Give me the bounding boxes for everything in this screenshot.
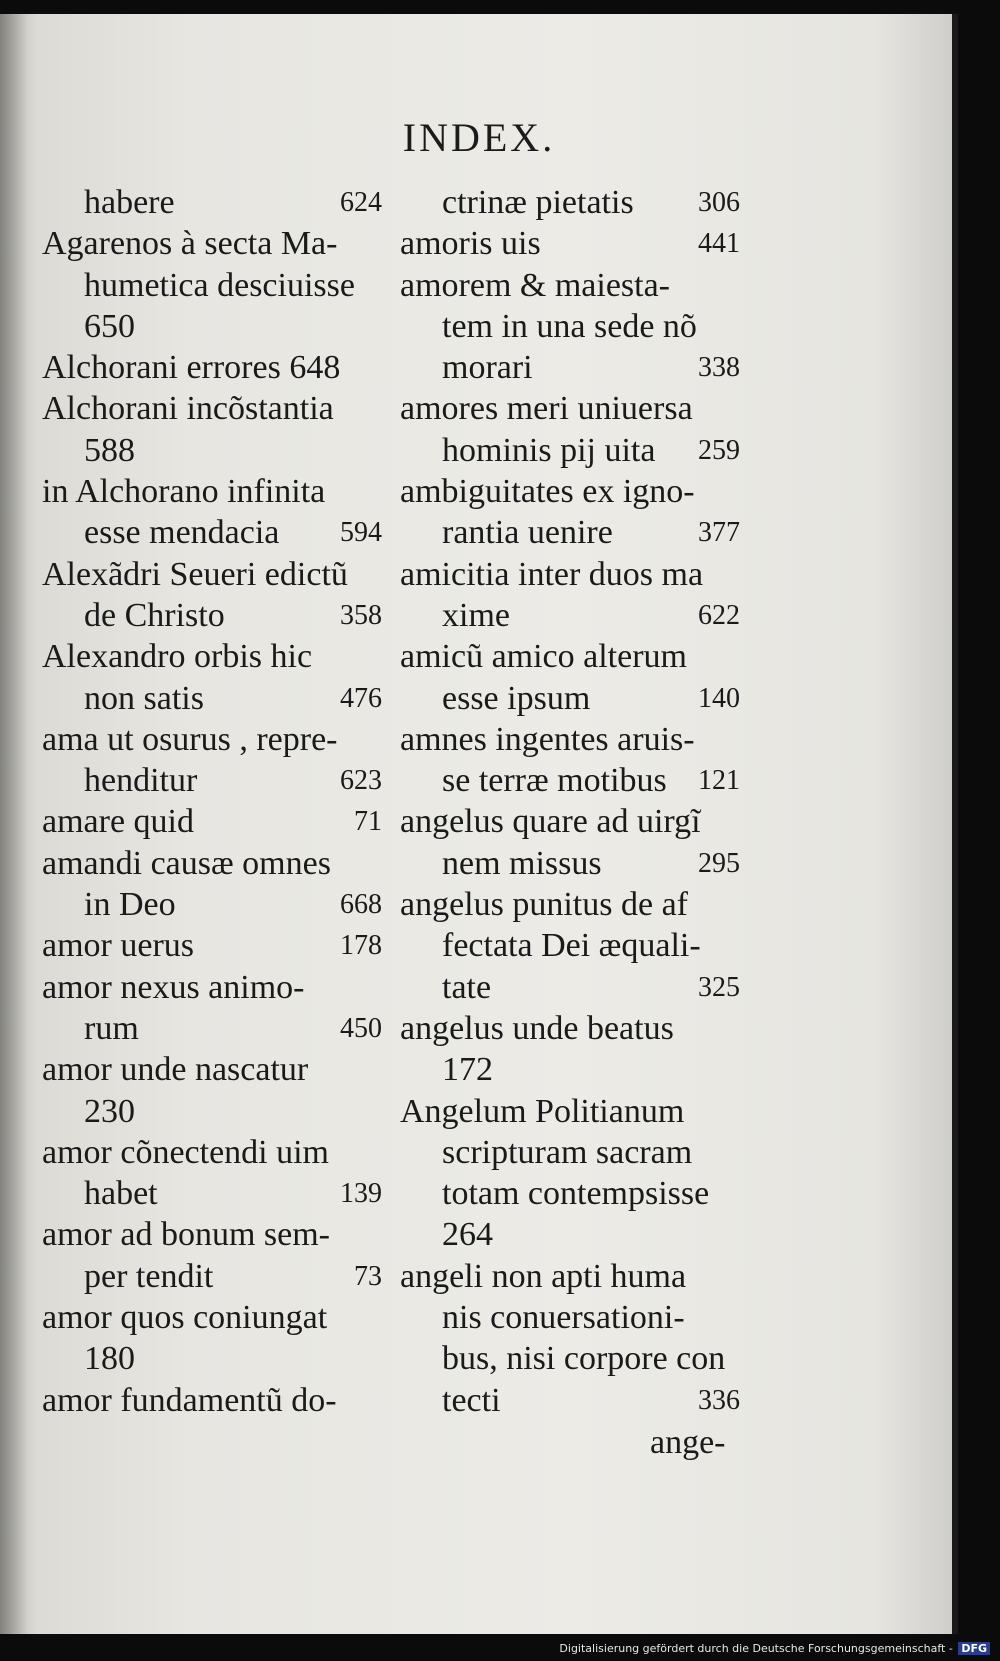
index-entry <box>42 265 382 306</box>
index-entry <box>42 306 382 347</box>
index-entry-page: 623 <box>340 765 382 797</box>
index-entry-text: angelus quare ad uirgĩ <box>400 803 701 841</box>
index-entry <box>42 388 382 429</box>
index-entry-text: per tendit <box>84 1257 214 1295</box>
index-entry-text: nis conuersationi- <box>442 1299 685 1337</box>
index-entry <box>42 1132 382 1173</box>
index-entry-text: rantia uenire <box>442 514 613 552</box>
index-entry <box>400 1132 740 1173</box>
index-entry <box>42 1008 382 1049</box>
index-entry <box>42 554 382 595</box>
index-entry-text: amor quos coniungat <box>42 1299 328 1337</box>
index-entry <box>42 1297 382 1338</box>
index-entry <box>42 678 382 719</box>
index-entry-page: 121 <box>698 765 740 797</box>
index-entry-page: 73 <box>354 1260 382 1292</box>
index-entry-text: habet <box>84 1175 158 1213</box>
spine-shadow <box>0 14 28 1634</box>
index-entry-page: 336 <box>698 1384 740 1416</box>
index-entry-text: amor unde nascatur <box>42 1051 309 1089</box>
index-entry-text: ctrinæ pietatis <box>442 184 634 221</box>
index-entry-text: 180 <box>84 1340 135 1378</box>
index-entry-page: 450 <box>340 1012 382 1044</box>
index-entry <box>42 925 382 966</box>
index-entry-text: fectata Dei æquali- <box>442 927 701 965</box>
index-entry-text: in Alchorano infinita <box>42 473 326 511</box>
footer-text: Digitalisierung gefördert durch die Deutsche Forschungsgemeinschaft - <box>559 1642 953 1655</box>
index-entry-text: 230 <box>84 1092 135 1130</box>
index-entry-text: totam contempsisse <box>442 1175 710 1213</box>
index-entry <box>400 884 740 925</box>
index-entry <box>42 1049 382 1090</box>
index-entry-text: tem in una sede nõ <box>442 307 697 345</box>
index-entry-text: henditur <box>84 762 198 800</box>
index-entry-page: 306 <box>698 187 740 218</box>
index-entry-text: rum <box>84 1009 139 1047</box>
index-entry <box>42 182 382 223</box>
index-entry-text: amor uerus <box>42 927 195 965</box>
index-entry <box>400 347 740 388</box>
index-entry-text: nem missus <box>442 844 602 882</box>
index-entry <box>400 306 740 347</box>
index-entry <box>400 678 740 719</box>
index-entry-text: tate <box>442 968 492 1006</box>
index-entry <box>400 925 740 966</box>
index-entry-page: 139 <box>340 1178 382 1210</box>
index-entry-text: angelus punitus de af <box>400 886 688 924</box>
index-entry-page: 71 <box>354 806 382 838</box>
index-entry-text: amicũ amico alterum <box>400 638 687 676</box>
index-entry <box>400 1256 740 1297</box>
index-entry <box>400 801 740 842</box>
index-entry-text: amnes ingentes aruis- <box>400 720 695 758</box>
index-entry-text: se terræ motibus <box>442 762 667 800</box>
index-entry-page: 140 <box>698 682 740 714</box>
index-entry <box>400 843 740 884</box>
index-entry-text: amor nexus animo- <box>42 968 305 1006</box>
index-entry-text: in Deo <box>84 886 176 924</box>
index-entry-text: de Christo <box>84 596 225 634</box>
index-entry-text: Alexãdri Seueri edictũ <box>42 555 348 593</box>
index-entry <box>400 1008 740 1049</box>
index-entry-page: 325 <box>698 971 740 1003</box>
index-entry <box>400 1091 740 1132</box>
index-entry <box>400 265 740 306</box>
page-heading: INDEX. <box>402 115 556 160</box>
index-entry-text: scripturam sacram <box>442 1133 693 1171</box>
index-entry-text: Alexandro orbis hic <box>42 638 313 676</box>
index-entry-text: 264 <box>442 1216 493 1254</box>
index-entry-text: morari <box>442 349 533 387</box>
index-entry-text: amorem & maiesta- <box>400 266 671 304</box>
index-entry-page: 622 <box>698 599 740 631</box>
index-entry <box>42 801 382 842</box>
index-entry-page: 178 <box>340 930 382 962</box>
index-entry-text: 588 <box>84 431 135 469</box>
index-entry-page: 338 <box>698 352 740 384</box>
index-column-right <box>400 182 740 1421</box>
index-entry-text: amoris uis <box>400 225 541 263</box>
index-entry <box>42 843 382 884</box>
index-entry-text: amores meri uniuersa <box>400 390 693 428</box>
index-entry <box>400 182 740 223</box>
index-entry <box>400 388 740 429</box>
index-entry-page: 295 <box>698 847 740 879</box>
index-entry <box>42 223 382 264</box>
index-entry <box>42 760 382 801</box>
index-entry <box>400 512 740 553</box>
index-entry <box>400 1380 740 1421</box>
index-entry <box>42 884 382 925</box>
index-entry-page: 259 <box>698 434 740 466</box>
index-entry-page: 441 <box>698 228 740 260</box>
index-entry <box>400 1338 740 1379</box>
index-entry <box>42 636 382 677</box>
catchword: ange- <box>650 1424 726 1461</box>
index-entry-text: Alchorani incõstantia <box>42 390 334 428</box>
index-entry-text: amicitia inter duos ma <box>400 555 704 593</box>
index-entry <box>400 471 740 512</box>
index-entry <box>42 1091 382 1132</box>
index-entry <box>400 1049 740 1090</box>
index-entry <box>400 967 740 1008</box>
index-entry-text: Alchorani errores 648 <box>42 349 341 387</box>
index-entry-text: hominis pij uita <box>442 431 656 469</box>
index-entry <box>42 1173 382 1214</box>
index-entry-text: Angelum Politianum <box>400 1092 685 1130</box>
index-entry <box>400 719 740 760</box>
index-entry-text: 172 <box>442 1051 493 1089</box>
index-entry-text: Agarenos à secta Ma- <box>42 225 338 263</box>
digitization-footer <box>559 1642 990 1655</box>
index-entry-text: amor fundamentũ do- <box>42 1381 337 1419</box>
index-entry <box>42 512 382 553</box>
index-entry <box>42 430 382 471</box>
index-entry <box>400 636 740 677</box>
index-entry <box>400 554 740 595</box>
index-entry <box>42 967 382 1008</box>
dfg-logo: DFG <box>958 1642 990 1655</box>
index-entry-text: amor cõnectendi uim <box>42 1133 330 1171</box>
index-entry <box>400 1173 740 1214</box>
index-entry-text: esse ipsum <box>442 679 591 717</box>
index-entry <box>400 1214 740 1255</box>
index-entry-text: ama ut osurus , repre- <box>42 720 338 758</box>
index-entry-text: bus, nisi corpore con <box>442 1340 726 1378</box>
index-entry-text: xime <box>442 596 510 634</box>
index-entry <box>400 223 740 264</box>
index-entry-text: humetica desciuisse <box>84 266 355 304</box>
index-entry-page: 624 <box>340 187 382 218</box>
index-entry-text: amor ad bonum sem- <box>42 1216 330 1254</box>
index-entry-text: tecti <box>442 1381 501 1419</box>
index-entry-page: 594 <box>340 517 382 549</box>
index-entry-text: amare quid <box>42 803 194 841</box>
index-entry-text: ambiguitates ex igno- <box>400 473 695 511</box>
book-page <box>0 14 958 1634</box>
index-entry <box>400 595 740 636</box>
index-entry-text: esse mendacia <box>84 514 280 552</box>
index-entry <box>42 1256 382 1297</box>
index-entry <box>400 430 740 471</box>
index-entry-text: 650 <box>84 307 135 345</box>
index-entry <box>400 1297 740 1338</box>
index-entry-text: angeli non apti huma <box>400 1257 687 1295</box>
index-entry <box>42 719 382 760</box>
index-entry-text: habere <box>84 184 175 221</box>
index-entry-text: amandi causæ omnes <box>42 844 331 882</box>
index-entry-page: 358 <box>340 599 382 631</box>
index-entry <box>42 1338 382 1379</box>
index-entry-text: angelus unde beatus <box>400 1009 674 1047</box>
index-entry-page: 668 <box>340 889 382 921</box>
index-entry-text: non satis <box>84 679 204 717</box>
index-entry <box>42 1380 382 1421</box>
index-entry <box>400 760 740 801</box>
index-column-left <box>42 182 382 1421</box>
index-entry-page: 476 <box>340 682 382 714</box>
index-entry <box>42 471 382 512</box>
index-entry <box>42 347 382 388</box>
index-entry <box>42 595 382 636</box>
index-entry <box>42 1214 382 1255</box>
index-entry-page: 377 <box>698 517 740 549</box>
